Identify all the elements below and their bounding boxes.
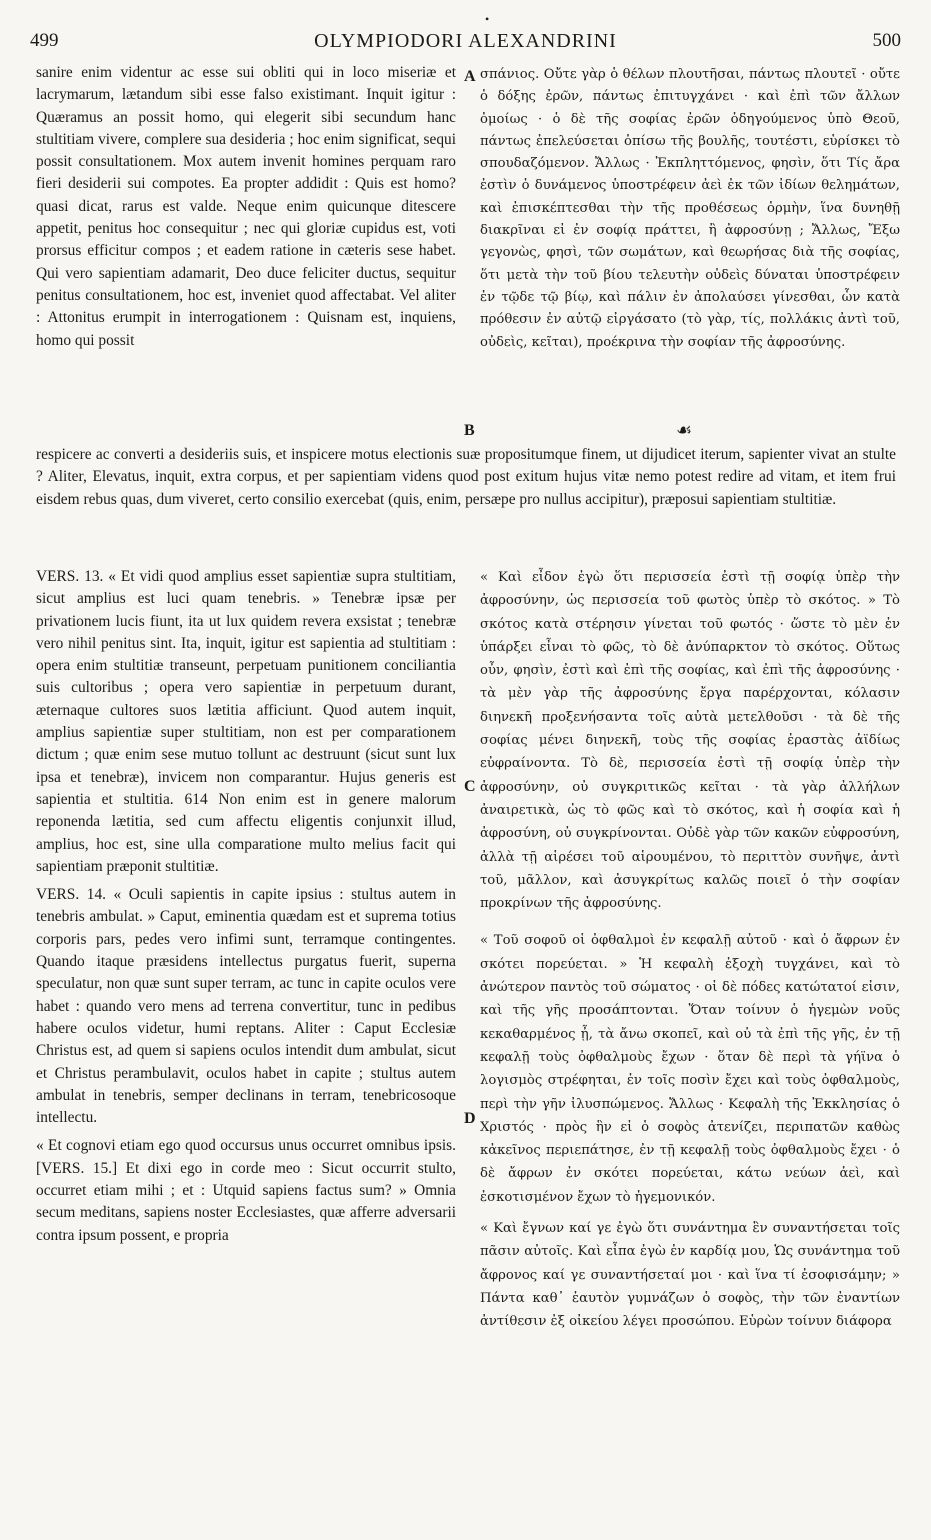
latin-paragraph-full: respicere ac converti a desideriis suis, et inspicere motus electionis suæ propositumque finem, ut dijudicet iterum, sapienter vivat an stulte ? Aliter, Elevatus, inquit, extra corpus, et per sapientiam videns quod post exitum hujus vitæ nemo potest redire ad vitam, et item frui eisdem rebus quas, dum viveret, certo consilio exercebat (quis, enim, persæpe pro nullus accipitur), præposui sapientiam stultitiæ. — [36, 446, 896, 508]
greek-column-top — [480, 64, 900, 424]
latin-verse-15: « Et cognovi etiam ego quod occursus unus occurret omnibus ipsis. [VERS. 15.] Et dixi ego in corde meo : Sicut occurrit stulto, occurret etiam mihi ; et : Utquid sapiens factus sum? » Omnia secum meditans, sapiens noster Ecclesiastes, quæ afferre adversarii contra ipsum possent, e propria — [36, 1137, 456, 1244]
latin-verse-14: VERS. 14. « Oculi sapientis in capite ipsius : stultus autem in tenebris ambulat. » Caput, eminentia quædam est et suprema totius corporis pars, pedes vero infimi sunt, terramque contingentes. Quando itaque præsidens intellectus purgatus fuerit, superna speculatur, non quæ sunt super terram, ac tunc in capite oculos vere habet : quando vero mens ad terrena convertitur, tunc in pedibus habere oculos videtur, humi reptans. Aliter : Caput Ecclesiæ Christus est, ad quem si sapiens oculos intendit dum ambulat, sicut et Christus perambulavit, oculos habet in capite ; stultus autem ambulat in tenebris, semper declinans in terram, tenebricosoque intellectu. — [36, 886, 456, 1127]
latin-verse-13: VERS. 13. « Et vidi quod amplius esset sapientiæ supra stultitiam, sicut amplius est luci quam tenebris. » Tenebræ ipsæ per privationem lucis fiunt, ita ut lux quidem revera exsistat ; tenebræ vero nihil penitus sint. Ita, inquit, igitur est sapientia ad stultitiam : opera enim stultitiæ transeunt, perpetuam punitionem conciliantia suis cultoribus ; opera vero sapientiæ in perpetuum durant, æternaque cultores suos lætitia afficiunt. Quod autem inquit, amplius sapientiæ super stultitiam, non est per comparationem dictum ; quæ enim sese mutuo tollunt ac destruunt (sicut sunt lux ipsa et tenebræ), invicem non comparantur. Hujus generis est sapientia et stultitia. 614 Non enim est in genere malorum reponenda lætitia, sed cum affectu eligentis conjunxit illud, amplius, hoc est, sine ulla comparatione multo melius facit qui sapientiam præponit stultitiæ. — [36, 568, 456, 875]
running-title: OLYMPIODORI ALEXANDRINI — [314, 30, 617, 52]
greek-column-bottom — [480, 566, 900, 1516]
page-header — [30, 12, 901, 60]
margin-marker-b: B — [464, 422, 475, 439]
margin-marker-c: C — [464, 778, 476, 795]
latin-paragraph: sanire enim videntur ac esse sui obliti qui in loco miseriæ et lacrymarum, lætandum sibi esse falso existimant. Inquit igitur : Quæramus an possit homo, qui elegerit sibi secundum hanc stultitiam vivere, complere sua desideria ; hoc enim significat, sequi possit consultationem. Mox autem invenit homines perquam raro fieri desiderii sui compotes. Ea propter addidit : Quis est homo? quasi dicat, rarus est valde. Neque enim quicunque ditescere appetit, penitus hoc consequitur ; nec qui gloriæ cupidus est, voti prorsus efficitur compos ; et eadem ratione in cæteris sese habet. Qui vero sapientiam adamarit, Deo duce feliciter ductus, sequitur penitus consultationem, hoc est, inveniet quod affectabat. Vel aliter : Attonitus erumpit in interrogationem : Quisnam est, inquiens, homo qui possit — [36, 64, 456, 349]
latin-column-top — [36, 62, 456, 422]
full-width-paragraph — [36, 444, 896, 554]
margin-marker-a: A — [464, 68, 476, 85]
margin-marker-d: D — [464, 1110, 476, 1127]
page-number-left: 499 — [30, 30, 59, 51]
latin-column-bottom — [36, 566, 456, 1516]
greek-verse-13: « Καὶ εἶδον ἐγὼ ὅτι περισσεία ἐστὶ τῇ σοφίᾳ ὑπὲρ τὴν ἀφροσύνην, ὡς περισσεία τοῦ φωτὸς ὑπὲρ τὸ σκότος. » Τὸ σκότος κατὰ στέρησιν γίνεται τοῦ φωτός · ὥστε τὸ μὲν ἐν ὑπάρξει εἶναι τὸ φῶς, τὸ δὲ ἀνύπαρκτον τὸ σκότος. Οὕτως οὖν, φησὶν, ἐστὶ καὶ ἐπὶ τῆς σοφίας, καὶ ἐπὶ τῆς ἀφροσύνης · τὰ μὲν γὰρ τῆς ἀφροσύνης ἔργα παρέρχονται, κόλασιν διηνεκῆ προξενήσαντα τοῖς αὐτὰ μετελθοῦσι · τὰ δὲ τῆς σοφίας μένει διηνεκῆ, τοὺς τῆς σοφίας ἐραστὰς ἀϊδίως εὐφραίνοντα. Τὸ δὲ, περισσεία ἐστὶ τῇ σοφίᾳ ὑπὲρ τὴν ἀφροσύνην, οὐ συγκριτικῶς κεῖται · τὰ γὰρ ἀλλήλων ἀναιρετικὰ, ὡς τὸ φῶς καὶ τὸ σκότος, καὶ ἡ σοφία καὶ ἡ ἀφροσύνη, οὐ συγκρίνονται. Οὐδὲ γὰρ τῶν κακῶν εὐφροσύνη, ἀλλὰ τῇ αἱρέσει τοῦ αἱρουμένου, τὸ περιττὸν συνῆψε, ἀντὶ τοῦ, μᾶλλον, καὶ ἀσυγκρίτως καλῶς ποιεῖ ὁ τὴν σοφίαν προκρίνων τῆς ἀφροσύνης. — [480, 570, 900, 912]
greek-verse-15: « Καὶ ἔγνων καί γε ἐγὼ ὅτι συνάντημα ἓν συναντήσεται τοῖς πᾶσιν αὐτοῖς. Καὶ εἶπα ἐγὼ ἐν καρδίᾳ μου, Ὡς συνάντημα τοῦ ἄφρονος καί γε συναντήσεταί μοι · καὶ ἵνα τί ἐσοφισάμην; » Πάντα καθ᾽ ἑαυτὸν γυμνάζων ὁ σοφὸς, τὴν τῶν ἐναντίων ἀντίθεσιν ἐξ οἰκείου λέγει προσώπου. Εὑρὼν τοίνυν διάφορα — [480, 1221, 900, 1330]
greek-paragraph: σπάνιος. Οὔτε γὰρ ὁ θέλων πλουτῆσαι, πάντως πλουτεῖ · οὔτε ὁ δόξης ἐρῶν, πάντως ἐπιτυγχάνει · καὶ ἐπὶ τῶν ἄλλων ὁμοίως · ὁ δὲ τῆς σοφίας ἐρῶν ὁδηγούμενος ὑπὸ Θεοῦ, πάντως ἐπελεύσεται ὀπίσω τῆς βουλῆς, τουτέστι, εὑρίσκει τὸ σπουδαζόμενον. Ἄλλως · Ἐκπληττόμενος, φησὶν, ὅτι Τίς ἄρα ἐστὶν ὁ δυνάμενος ὑποστρέφειν ἀεὶ ἐκ τῶν ἰδίων θελημάτων, καὶ ἐπισκέπτεσθαι τὴν τῆς προθέσεως ὁρμὴν, ἵνα δυνηθῇ διακρῖναι εἰ ἐν σοφίᾳ πράττει, ἢ ἀφροσύνῃ ; Ἄλλως, Ἔξω γεγονὼς, φησὶ, τῶν σωμάτων, καὶ θεωρήσας διὰ τῆς σοφίας, ὅτι μετὰ τὴν τοῦ βίου τελευτὴν οὐδεὶς δύναται ὑποστρέφειν ἐν τῷδε τῷ βίῳ, καὶ πάλιν ἐν ἀπολαύσει γίνεσθαι, ὧν κατὰ πρόθεσιν ἐν αὐτῷ εἰργάσατο (τὸ γὰρ, τίς, πολλάκις ἀντὶ τοῦ, οὐδεὶς, κεῖται), προέκρινα τὴν σοφίαν τῆς ἀφροσύνης. — [480, 67, 900, 350]
header-dot: • — [485, 12, 490, 26]
greek-verse-14: « Τοῦ σοφοῦ οἱ ὀφθαλμοὶ ἐν κεφαλῇ αὐτοῦ · καὶ ὁ ἄφρων ἐν σκότει πορεύεται. » Ἡ κεφαλὴ ἐξοχὴ τυγχάνει, καὶ τὸ ἀνώτερον παντὸς τοῦ σώματος · οἱ δὲ πόδες κατώτατοί εἰσιν, καὶ τῆς γῆς προσάπτονται. Ὅταν τοίνυν ὁ ἡγεμὼν νοῦς κεκαθαρμένος ᾖ, τὰ ἄνω σκοπεῖ, καὶ οὐ τὰ ἐπὶ τῆς γῆς, ἐν τῇ κεφαλῇ τοὺς ὀφθαλμοὺς ἔχων · ὅταν δὲ περὶ τὰ γήϊνα ὁ λογισμὸς στρέφηται, ἐν τοῖς ποσὶν ἔχει καὶ τοὺς ὀφθαλμοὺς, περὶ τὴν γῆν ἰλυσπώμενος. Ἄλλως · Κεφαλὴ τῆς Ἐκκλησίας ὁ Χριστός · πρὸς ἣν εἰ ὁ σοφὸς ἀτενίζει, περιπατῶν καθὼς κἀκεῖνος περιεπάτησε, ἐν τῇ κεφαλῇ τοὺς ὀφθαλμοὺς ἔχει · ὁ δὲ ἄφρων ἐν σκότει πορεύεται, κάτω νεύων ἀεὶ, καὶ ἐσκοτισμένον ἔχων τὸ ἡγεμονικόν. — [480, 933, 900, 1205]
page-number-right: 500 — [872, 30, 901, 51]
ornament-glyph: ☙ — [676, 420, 693, 440]
